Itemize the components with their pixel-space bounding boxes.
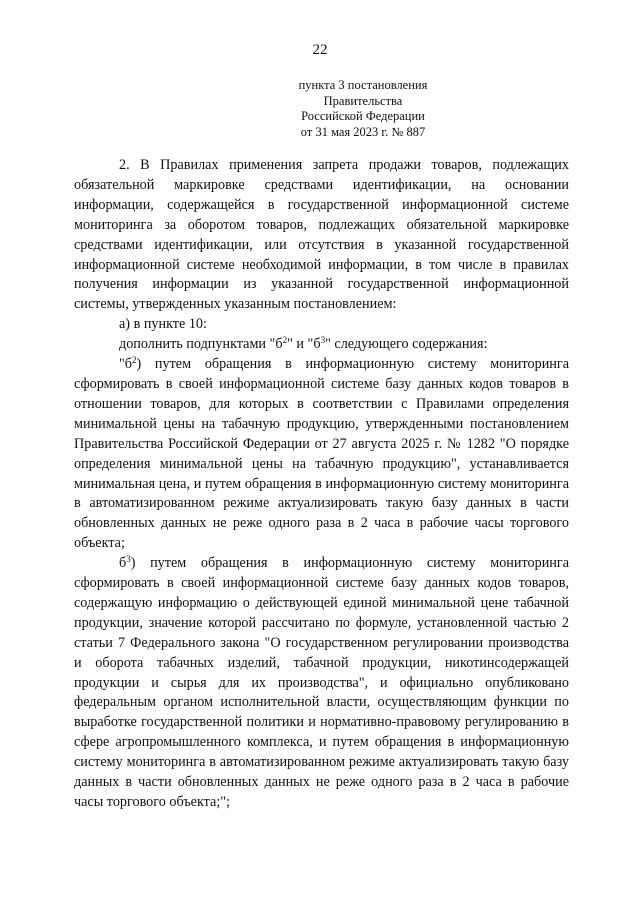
text-fragment: "б bbox=[119, 356, 133, 373]
body-text bbox=[74, 156, 569, 813]
paragraph-add-subitems bbox=[74, 335, 569, 355]
superscript: 3 bbox=[126, 554, 131, 565]
text-fragment: ) путем обращения в информационную систему мониторинга сформировать в своей информационной системе базу данных кодов товаров в отношении товаров, для которых в соответствии с Правилами определения минимальной цены на табачную продукцию, утвержденными постановлением Правительства Российской Федерации от 27 августа 2025 г. № 1282 "О порядке определения минимальной цены на табачную продукцию", устанавливается минимальная цена, и путем обращения в информационную систему мониторинга в автоматизированном режиме актуализировать такую базу данных в части обновленных данных не реже одного раза в 2 часа в рабочие часы торгового объекта; bbox=[74, 356, 569, 552]
header-line: Правительства bbox=[323, 93, 403, 108]
header-line: Российской Федерации bbox=[301, 109, 425, 123]
header-line: от 31 мая 2023 г. № 887 bbox=[300, 124, 426, 139]
paragraph-subitem-b2 bbox=[74, 355, 569, 554]
text-fragment: б bbox=[119, 555, 127, 572]
text-fragment: дополнить подпунктами "б bbox=[119, 336, 283, 353]
superscript: 3 bbox=[320, 335, 326, 346]
paragraph-subitem-a: а) в пункте 10: bbox=[119, 316, 207, 333]
superscript: 2 bbox=[282, 335, 288, 346]
text-fragment: ) путем обращения в информационную систему мониторинга сформировать в своей информационной системе базу данных кодов товаров, содержащую информацию о действующей единой минимальной цене табачной продукции, значение которой рассчитано по формуле, установленной частью 2 статьи 7 Федерального закона "О государственном регулировании производства и оборота табачных изделий, табачной продукции, никотинсодержащей продукции и сырья для их производства", и официально опубликовано федеральным органом исполнительной власти, осуществляющим функции по выработке государственной политики и нормативно-правовому регулированию в сфере агропромышленного комплекса, и путем обращения в информационную систему мониторинга в автоматизированном режиме актуализировать такую базу данных в части обновленных данных не реже одного раза в 2 часа в рабочие часы торгового объекта;"; bbox=[74, 555, 569, 810]
paragraph-item-2: 2. В Правилах применения запрета продажи товаров, подлежащих обязательной маркировке средствами идентификации, на основании информации, содержащейся в государственной информационной системе мониторинга за оборотом товаров, подлежащих обязательной маркировке средствами идентификации, или отсутствия в указанной государственной информационной системе необходимой информации, в том числе в правилах получения информации из указанной государственной информационной системы, утвержденных указанным постановлением: bbox=[74, 157, 569, 313]
header-block bbox=[288, 78, 438, 140]
header-line: пункта 3 постановления bbox=[298, 78, 428, 92]
superscript: 2 bbox=[132, 355, 137, 366]
paragraph-subitem-b3 bbox=[74, 554, 569, 813]
page-number: 22 bbox=[312, 42, 328, 58]
text-fragment: " следующего содержания: bbox=[325, 336, 488, 353]
text-fragment: " и "б bbox=[287, 336, 321, 353]
